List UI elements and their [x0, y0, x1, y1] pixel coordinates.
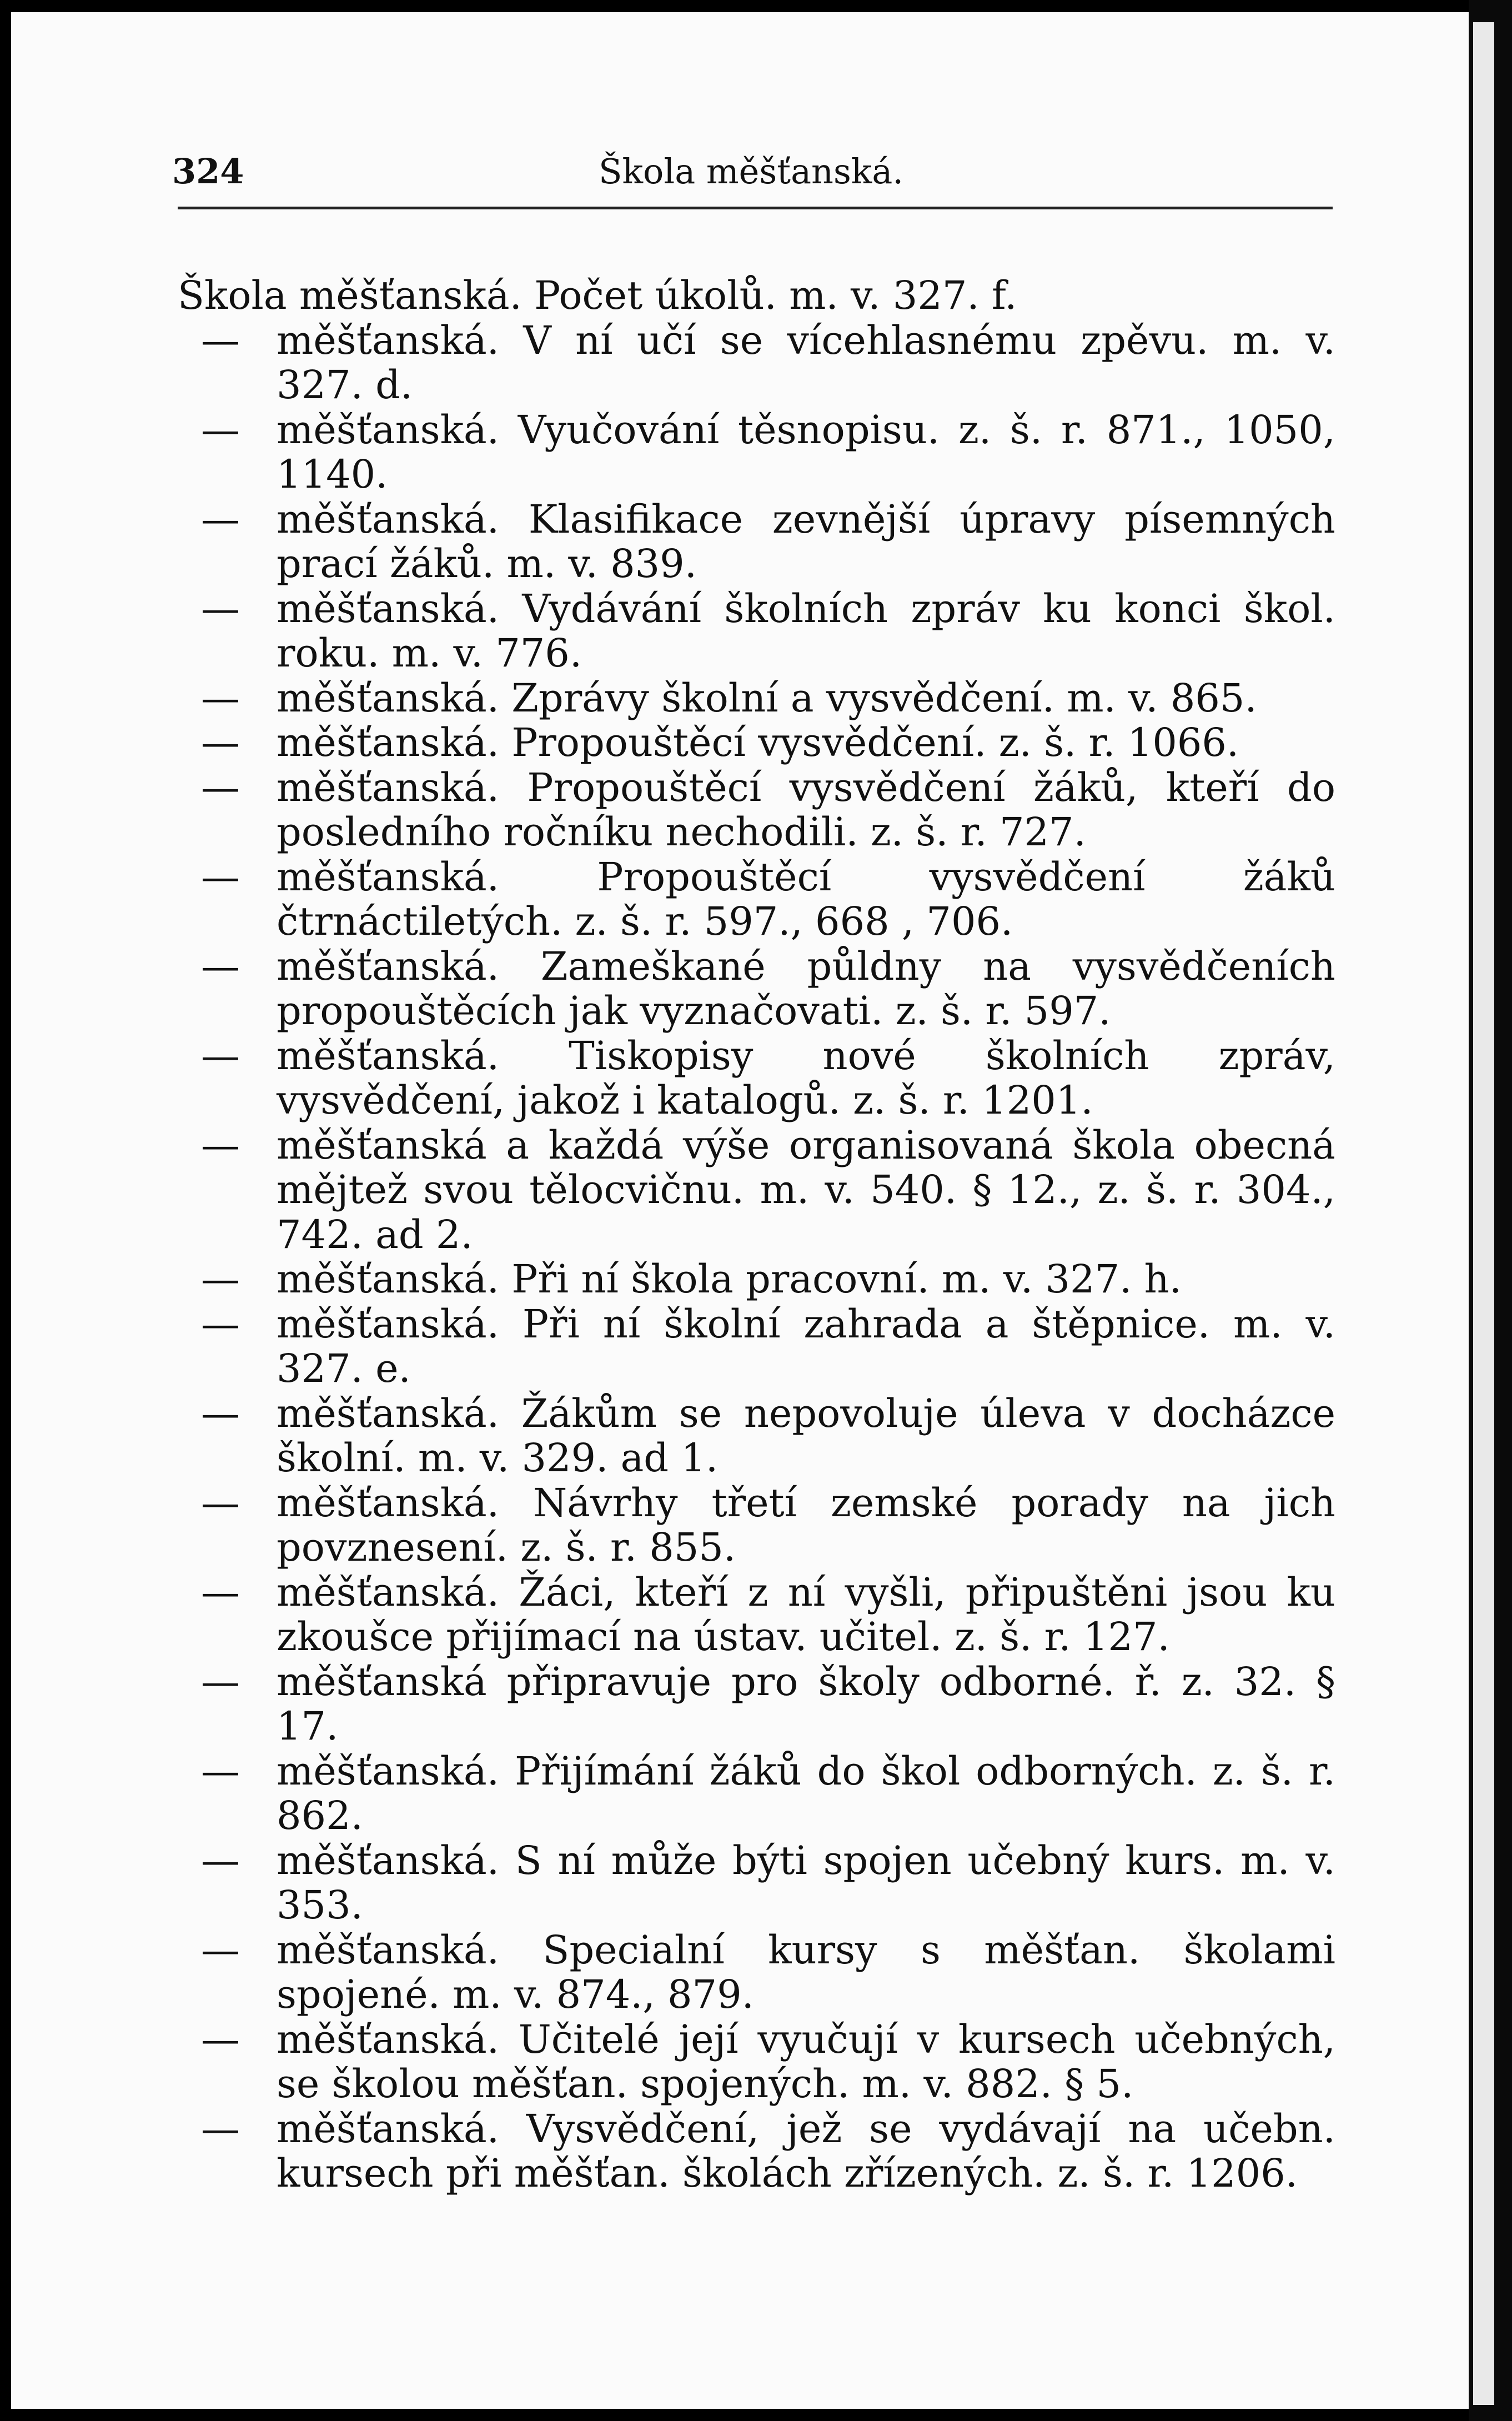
entry-dash: —	[201, 943, 240, 989]
entry-text: měšťanská. Při ní škola pracovní. m. v. 327. h.	[277, 1256, 1182, 1302]
page-number: 324	[172, 151, 244, 192]
entry-text: měšťanská. Propouštěcí vysvědčení žáků, kteří do posledního ročníku nechodili. z. š. r. 727.	[277, 764, 1335, 855]
entry-dash: —	[201, 1301, 240, 1347]
entry-text: měšťanská. Vydávání školních zpráv ku konci škol. roku. m. v. 776.	[277, 585, 1335, 676]
entry-dash: —	[201, 1256, 240, 1302]
index-entry	[178, 1838, 1335, 1928]
entry-dash: —	[201, 1032, 240, 1079]
index-entry	[178, 408, 1335, 497]
index-entries	[178, 273, 1335, 2196]
header-rule	[178, 207, 1333, 209]
entry-dash: —	[201, 2016, 240, 2062]
entry-dash: —	[201, 1658, 240, 1705]
entry-dash: —	[201, 854, 240, 900]
index-entry	[178, 1481, 1335, 1570]
entry-text: měšťanská. Vyučování těsnopisu. z. š. r. 871., 1050, 1140.	[277, 407, 1335, 497]
index-entry	[178, 1660, 1335, 1749]
running-title: Škola měšťanská.	[599, 151, 904, 192]
entry-dash: —	[201, 317, 240, 363]
entry-text: měšťanská. Přijímání žáků do škol odborných. z. š. r. 862.	[277, 1748, 1335, 1838]
index-entry	[178, 1570, 1335, 1660]
index-entry	[178, 1749, 1335, 1838]
entry-text: měšťanská. Žákům se nepovoluje úleva v docházce školní. m. v. 329. ad 1.	[277, 1390, 1335, 1481]
index-entry	[178, 1391, 1335, 1481]
index-entry	[178, 2017, 1335, 2107]
book-page	[11, 12, 1469, 2409]
entry-dash: —	[201, 496, 240, 542]
entry-text: měšťanská. Vysvědčení, jež se vydávají na učebn. kursech při měšťan. školách zřízených. z. š. r. 1206.	[277, 2106, 1335, 2196]
entry-dash: —	[201, 764, 240, 810]
entry-dash: —	[201, 407, 240, 453]
entry-text: měšťanská a každá výše organisovaná škola obecná mějtež svou tělocvičnu. m. v. 540. § 12., z. š. r. 304., 742. ad 2.	[277, 1122, 1335, 1257]
index-entry	[178, 765, 1335, 855]
entry-text: měšťanská. Klasifikace zevnější úpravy písemných prací žáků. m. v. 839.	[277, 496, 1335, 587]
entry-text: měšťanská. Zprávy školní a vysvědčení. m. v. 865.	[277, 675, 1257, 721]
index-entry	[178, 676, 1335, 721]
entry-text: měšťanská připravuje pro školy odborné. ř. z. 32. § 17.	[277, 1658, 1335, 1749]
entry-text: Škola měšťanská. Počet úkolů. m. v. 327. f.	[178, 273, 1017, 318]
scan-edge-strip	[1473, 22, 1494, 2405]
index-entry	[178, 855, 1335, 944]
entry-dash: —	[201, 1569, 240, 1615]
entry-dash: —	[201, 585, 240, 631]
index-entry	[178, 720, 1335, 765]
entry-text: měšťanská. Při ní školní zahrada a štěpnice. m. v. 327. e.	[277, 1301, 1335, 1391]
entry-text: měšťanská. Propouštěcí vysvědčení žáků čtrnáctiletých. z. š. r. 597., 668 , 706.	[277, 854, 1335, 944]
entry-text: měšťanská. Žáci, kteří z ní vyšli, připuštěni jsou ku zkoušce přijímací na ústav. učitel. z. š. r. 127.	[277, 1569, 1335, 1660]
entry-dash: —	[201, 1390, 240, 1436]
entry-dash: —	[201, 1122, 240, 1168]
index-entry	[178, 497, 1335, 587]
index-entry	[178, 1257, 1335, 1302]
entry-text: měšťanská. S ní může býti spojen učebný kurs. m. v. 353.	[277, 1837, 1335, 1928]
index-entry	[178, 1302, 1335, 1391]
entry-text: měšťanská. Tiskopisy nové školních zpráv, vysvědčení, jakož i katalogů. z. š. r. 1201.	[277, 1032, 1335, 1123]
entry-text: měšťanská. Propouštěcí vysvědčení. z. š. r. 1066.	[277, 720, 1239, 765]
index-entry-first	[178, 273, 1335, 318]
entry-text: měšťanská. Zameškané půldny na vysvědčeních propouštěcích jak vyznačovati. z. š. r. 597.	[277, 943, 1335, 1034]
page-header	[11, 12, 1469, 196]
index-entry	[178, 1928, 1335, 2017]
index-entry	[178, 318, 1335, 408]
index-entry	[178, 1034, 1335, 1123]
entry-text: měšťanská. Návrhy třetí zemské porady na jich povznesení. z. š. r. 855.	[277, 1480, 1335, 1570]
entry-list	[178, 318, 1335, 2196]
index-entry	[178, 587, 1335, 676]
entry-dash: —	[201, 720, 240, 765]
entry-dash: —	[201, 675, 240, 721]
entry-text: měšťanská. V ní učí se vícehlasnému zpěvu. m. v. 327. d.	[277, 317, 1335, 408]
entry-dash: —	[201, 2106, 240, 2152]
entry-text: měšťanská. Učitelé její vyučují v kursech učebných, se školou měšťan. spojených. m. v. 882. § 5.	[277, 2016, 1335, 2107]
entry-text: měšťanská. Specialní kursy s měšťan. školami spojené. m. v. 874., 879.	[277, 1927, 1335, 2017]
index-entry	[178, 944, 1335, 1034]
index-entry	[178, 2107, 1335, 2196]
entry-dash: —	[201, 1480, 240, 1526]
entry-dash: —	[201, 1927, 240, 1973]
entry-dash: —	[201, 1748, 240, 1794]
entry-dash: —	[201, 1837, 240, 1883]
index-entry	[178, 1123, 1335, 1257]
